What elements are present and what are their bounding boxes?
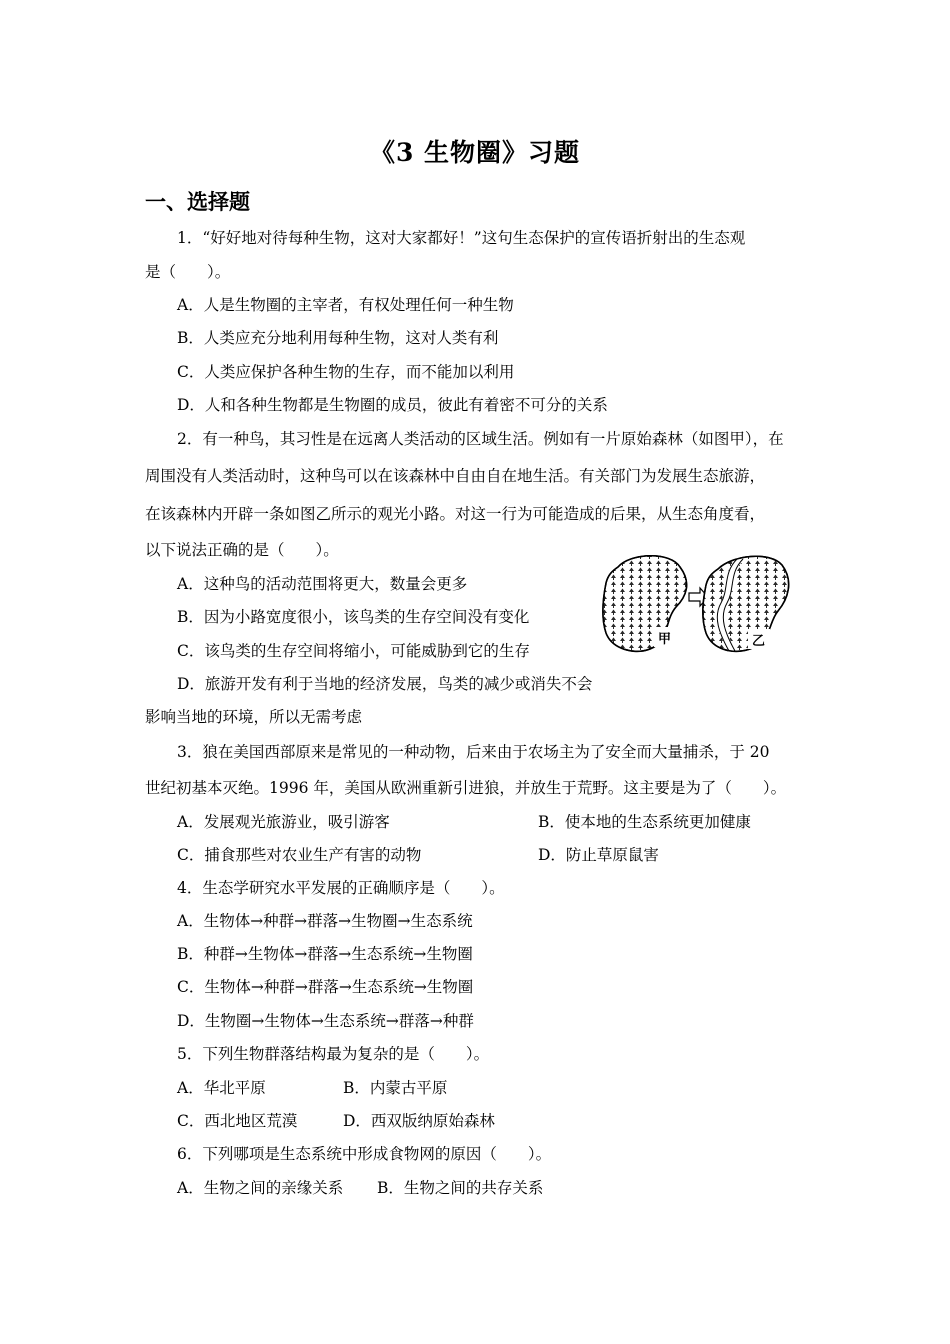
q2-option-b: B．因为小路宽度很小，该鸟类的生存空间没有变化 [177,608,530,626]
q3-option-d: D．防止草原鼠害 [538,846,659,864]
q6-stem: 6．下列哪项是生态系统中形成食物网的原因（ ）。 [177,1145,552,1163]
page-title: 《3 生物圈》习题 [369,138,581,167]
q4-option-a: A．生物体→种群→群落→生物圈→生态系统 [177,912,473,930]
q3-option-a: A．发展观光旅游业，吸引游客 [177,813,390,831]
q3-option-b: B．使本地的生态系统更加健康 [538,813,751,831]
q4-stem: 4．生态学研究水平发展的正确顺序是（ ）。 [177,879,505,897]
q2-stem-line-4: 以下说法正确的是（ ）。 [145,541,339,559]
q5-stem: 5．下列生物群落结构最为复杂的是（ ）。 [177,1045,490,1063]
q1-option-c: C．人类应保护各种生物的生存，而不能加以利用 [177,363,515,381]
q2-option-d-line-1: D．旅游开发有利于当地的经济发展，鸟类的减少或消失不会 [177,675,593,693]
section-heading: 一、选择题 [145,190,250,214]
q1-stem-line-2: 是（ ）。 [145,263,231,281]
q3-option-c: C．捕食那些对农业生产有害的动物 [177,846,422,864]
q3-stem-line-2: 世纪初基本灭绝。1996 年，美国从欧洲重新引进狼，并放生于荒野。这主要是为了（ ）。 [145,779,787,797]
forest-b-shape [700,553,800,655]
q1-option-d: D．人和各种生物都是生物圈的成员，彼此有着密不可分的关系 [177,396,608,414]
forest-a-shape [600,553,695,655]
q1-option-b: B．人类应充分地利用每种生物，这对人类有利 [177,329,499,347]
figure-label-b: 乙 [752,634,766,649]
q5-option-a: A．华北平原 [177,1079,266,1097]
q1-stem-line-1: 1．“好好地对待每种生物，这对大家都好！”这句生态保护的宣传语折射出的生态观 [177,229,746,247]
q3-stem-line-1: 3．狼在美国西部原来是常见的一种动物，后来由于农场主为了安全而大量捕杀，于 20 [177,743,770,761]
q2-option-c: C．该鸟类的生存空间将缩小，可能威胁到它的生存 [177,642,530,660]
figure-label-a: 甲 [658,632,672,647]
q5-option-d: D．西双版纳原始森林 [343,1112,495,1130]
q2-option-a: A．这种鸟的活动范围将更大，数量会更多 [177,575,468,593]
q5-option-c: C．西北地区荒漠 [177,1112,298,1130]
q4-option-c: C．生物体→种群→群落→生态系统→生物圈 [177,978,474,996]
q4-option-b: B．种群→生物体→群落→生态系统→生物圈 [177,945,473,963]
q1-option-a: A．人是生物圈的主宰者，有权处理任何一种生物 [177,296,514,314]
forest-figure [600,553,800,659]
q2-stem-line-2: 周围没有人类活动时，这种鸟可以在该森林中自由自在地生活。有关部门为发展生态旅游， [145,467,766,485]
q5-option-b: B．内蒙古平原 [343,1079,448,1097]
q4-option-d: D．生物圈→生物体→生态系统→群落→种群 [177,1012,474,1030]
q2-option-d-line-2: 影响当地的环境，所以无需考虑 [145,708,363,726]
q6-option-b: B．生物之间的共存关系 [377,1179,544,1197]
q6-option-a: A．生物之间的亲缘关系 [177,1179,344,1197]
q2-stem-line-3: 在该森林内开辟一条如图乙所示的观光小路。对这一行为可能造成的后果，从生态角度看， [145,505,766,523]
q2-stem-line-1: 2．有一种鸟，其习性是在远离人类活动的区域生活。例如有一片原始森林（如图甲），在 [177,430,784,448]
